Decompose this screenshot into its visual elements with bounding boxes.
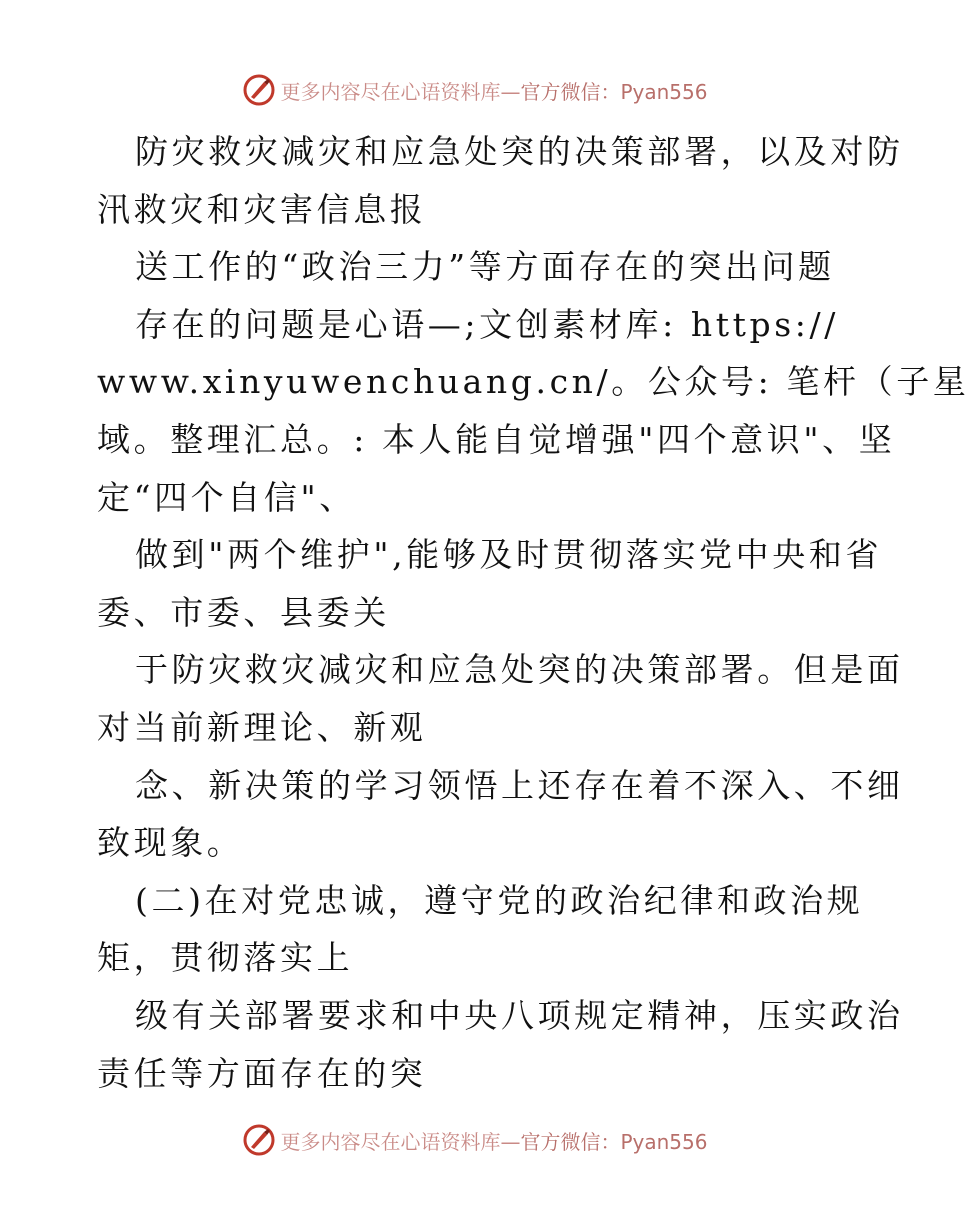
text-line: 对当前新理论、新观 bbox=[97, 707, 427, 747]
header-watermark-banner bbox=[0, 70, 950, 110]
brush-circle-icon bbox=[242, 1123, 276, 1157]
header-banner-text bbox=[280, 76, 707, 105]
header-banner-main: 更多内容尽在心语资料库— bbox=[280, 79, 521, 104]
text-line: (二)在对党忠诚，遵守党的政治纪律和政治规 bbox=[135, 880, 864, 920]
text-line: 级有关部署要求和中央八项规定精神，压实政治 bbox=[135, 995, 904, 1035]
footer-banner-wechat: 官方微信：Pyan556 bbox=[520, 1129, 708, 1154]
text-line: 致现象。 bbox=[97, 823, 244, 863]
text-line: 定“四个自信"、 bbox=[97, 477, 356, 517]
document-body bbox=[97, 123, 969, 1102]
text-line: 防灾救灾减灾和应急处突的决策部署，以及对防 bbox=[135, 132, 904, 171]
footer-banner-main: 更多内容尽在心语资料库— bbox=[280, 1129, 521, 1154]
footer-watermark-banner bbox=[0, 1120, 950, 1160]
text-line: 存在的问题是心语—;文创素材库: https:// bbox=[135, 304, 839, 344]
text-line: 矩，贯彻落实上 bbox=[97, 938, 354, 978]
text-line: 责任等方面存在的突 bbox=[97, 1053, 427, 1093]
text-line: 汛救灾和灾害信息报 bbox=[97, 189, 427, 229]
text-line: 域。整理汇总。: 本人能自觉增强"四个意识"、坚 bbox=[97, 419, 896, 459]
footer-banner-text bbox=[280, 1126, 707, 1155]
text-line: 念、新决策的学习领悟上还存在着不深入、不细 bbox=[135, 765, 904, 805]
text-line: 委、市委、县委关 bbox=[97, 592, 390, 632]
text-line: 做到"两个维护",能够及时贯彻落实党中央和省 bbox=[135, 535, 883, 575]
header-banner-wechat: 官方微信：Pyan556 bbox=[520, 79, 708, 104]
text-line: 送工作的“政治三力”等方面存在的突出问题 bbox=[135, 247, 835, 287]
brush-circle-icon bbox=[242, 73, 276, 107]
text-line: www.xinyuwenchuang.cn/。公众号: 笔杆（子星 bbox=[97, 362, 969, 402]
text-line: 于防灾救灾减灾和应急处突的决策部署。但是面 bbox=[135, 650, 904, 690]
